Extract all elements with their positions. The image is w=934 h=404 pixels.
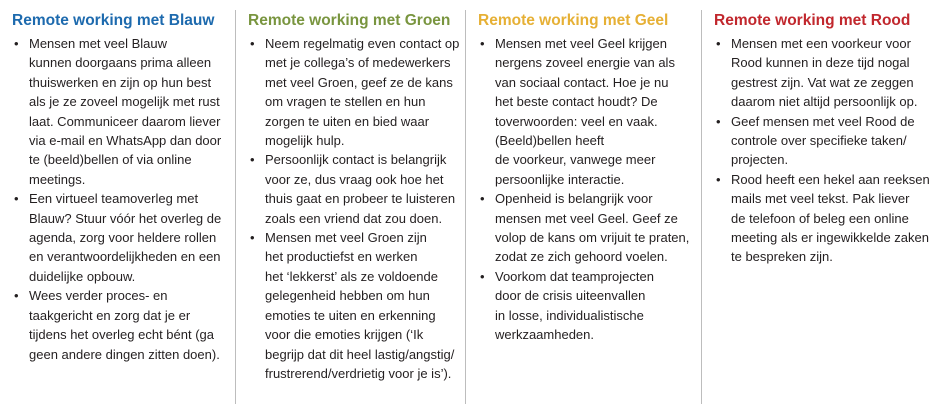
list-item-text: Mensen met veel Blauw kunnen doorgaans prima alleen thuiswerken en zijn op hun best als je ze zoveel mogelijk met rust laat. Communiceer daarom liever via e-mail en WhatsApp dan door te (beeld)bellen of via online meetings.: [29, 36, 222, 187]
column-rood: [701, 10, 930, 404]
list-item-text: Een virtueel teamoverleg met Blauw? Stuur vóór het overleg de agenda, zorg voor heldere rollen en verantwoordelijkheden en een duidelijke opbouw.: [29, 191, 222, 284]
bullet-icon: •: [480, 36, 485, 51]
list-item: [714, 112, 930, 170]
bullet-icon: •: [14, 36, 19, 51]
column-title-groen: Remote working met Groen: [248, 12, 451, 29]
list-item-text: Mensen met veel Groen zijn het productiefst en werken het ‘lekkerst’ als ze voldoende gelegenheid hebben om hun emoties te uiten en erkenning voor die emoties krijgen (‘Ik begrijp dat dit heel lastig/angstig/ frustrerend/verdrietig voor je is’).: [265, 230, 455, 381]
list-item-text: Voorkom dat teamprojecten door de crisis uiteenvallen in losse, individualistische werkzaamheden.: [495, 268, 654, 343]
column-title-rood: Remote working met Rood: [714, 12, 911, 29]
bullet-icon: •: [716, 36, 721, 51]
bullet-icon: •: [250, 152, 255, 168]
list-item: [12, 34, 234, 189]
bullet-icon: •: [480, 191, 485, 207]
list-item: [478, 189, 698, 267]
column-geel: [465, 10, 698, 404]
bullet-icon: •: [716, 113, 721, 129]
list-item: [478, 34, 698, 189]
column-blauw: [12, 10, 234, 404]
list-item-text: Mensen met een voorkeur voor Rood kunnen in deze tijd nogal gestrest zijn. Vat wat ze zeggen daarom niet altijd persoonlijk op.: [731, 36, 918, 110]
bullet-icon: •: [14, 191, 19, 207]
bullet-icon: •: [14, 288, 19, 304]
bullet-list-groen: [248, 34, 463, 383]
list-item: [714, 170, 930, 267]
bullet-icon: •: [480, 268, 485, 284]
list-item: [12, 286, 234, 364]
list-item: [248, 150, 463, 228]
list-item-text: Geef mensen met veel Rood de controle over specifieke taken/ projecten.: [731, 113, 915, 168]
bullet-icon: •: [250, 36, 255, 51]
column-title-geel: Remote working met Geel: [478, 12, 669, 29]
column-title-blauw: Remote working met Blauw: [12, 12, 215, 29]
list-item: [714, 34, 930, 112]
list-item-text: Neem regelmatig even contact op met je collega’s of medewerkers met veel Groen, geef ze de kans om vragen te stellen en hun zorgen te uiten en bied waar mogelijk hulp.: [265, 36, 460, 149]
list-item: [248, 34, 463, 150]
column-groen: [235, 10, 463, 404]
bullet-list-blauw: [12, 34, 234, 364]
list-item: [12, 189, 234, 286]
bullet-icon: •: [716, 171, 721, 187]
list-item-text: Wees verder proces- en taakgericht en zorg dat je er tijdens het overleg echt bént (ga geen andere dingen zitten doen).: [29, 288, 220, 362]
list-item-text: Mensen met veel Geel krijgen nergens zoveel energie van als van sociaal contact. Hoe je nu het beste contact houdt? De toverwoorden: veel en vaak. (Beeld)bellen heeft de voorkeur, vanwege meer persoonlijke interactie.: [495, 36, 675, 187]
list-item: [478, 267, 698, 345]
list-item: [248, 228, 463, 383]
bullet-list-rood: [714, 34, 930, 267]
list-item-text: Openheid is belangrijk voor mensen met veel Geel. Geef ze volop de kans om vrijuit te praten, zodat ze zich gehoord voelen.: [495, 191, 690, 265]
list-item-text: Rood heeft een hekel aan reeksen mails met veel tekst. Pak liever de telefoon of beleg een online meeting als er ingewikkelde zaken te bespreken zijn.: [731, 171, 930, 265]
bullet-list-geel: [478, 34, 698, 345]
bullet-icon: •: [250, 230, 255, 246]
list-item-text: Persoonlijk contact is belangrijk voor ze, dus vraag ook hoe het thuis gaat en probeer te luisteren zoals een vriend dat zou doen.: [265, 152, 456, 226]
